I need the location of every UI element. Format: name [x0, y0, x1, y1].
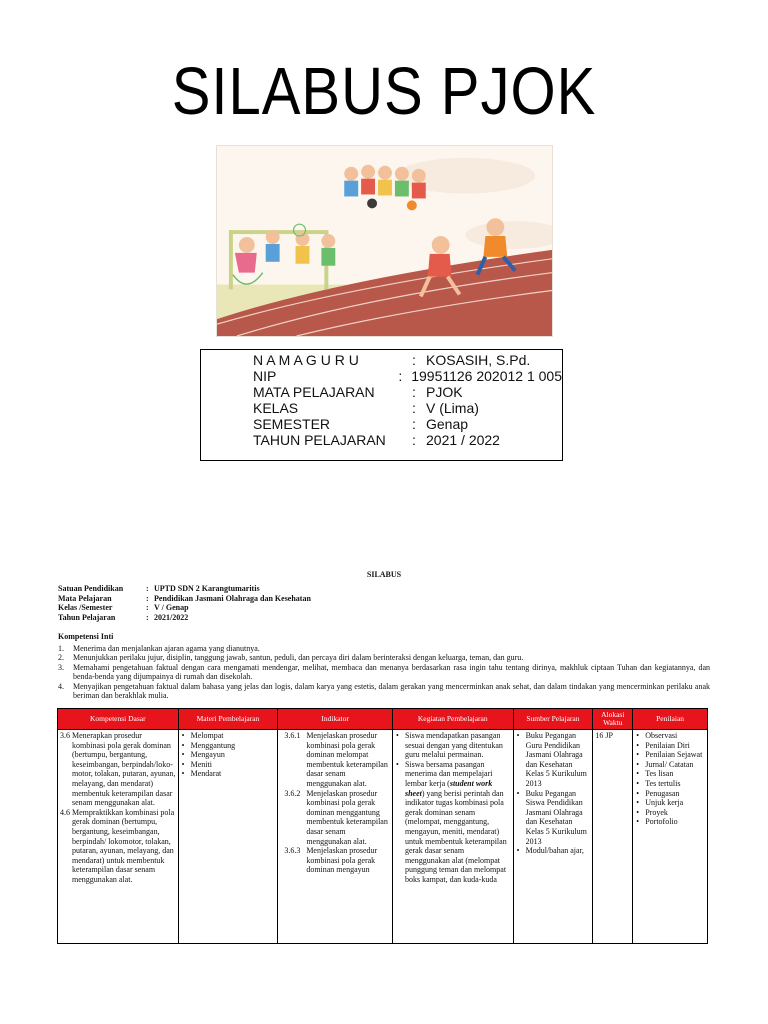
- info-colon: :: [398, 368, 403, 384]
- info-row-year: [253, 432, 562, 448]
- info-label: KELAS: [253, 400, 299, 416]
- info-value: PJOK: [426, 384, 463, 400]
- meta-label: Mata Pelajaran: [58, 593, 112, 603]
- list-item: • Jurnal/ Catatan: [635, 760, 705, 770]
- list-item: • Penugasan: [635, 789, 705, 799]
- syllabus-table: [57, 708, 708, 944]
- penilaian-cell: [633, 730, 707, 944]
- syllabus-meta: [58, 584, 311, 622]
- ki-number: 3.: [58, 662, 64, 672]
- list-item: • Penilaian Sejawat: [635, 750, 705, 760]
- ki-item: [58, 653, 710, 663]
- list-item: • Buku Pegangan Siswa Pendidikan Jasmani Olahraga dan Kesehatan Kelas 5 Kurikulum 2013: [516, 789, 591, 847]
- list-item: • Penilaian Diri: [635, 741, 705, 751]
- ki-number: 2.: [58, 653, 64, 662]
- info-colon: :: [412, 432, 416, 448]
- meta-label: Kelas /Semester: [58, 603, 113, 612]
- kd-text: Mempraktikkan kombinasi pola gerak dominan (bertumpu, bergantung, keseimbangan, berpindah/ lokomotor, tolakan, putaran, ayunan, melayang, dan mendarat) untuk membentuk keterampilan dasar senam menggunakan alat.: [72, 807, 175, 884]
- info-label: TAHUN PELAJARAN: [253, 432, 386, 448]
- info-label: NIP: [253, 368, 277, 384]
- meta-row: [58, 594, 311, 604]
- meta-label: Satuan Pendidikan: [58, 584, 124, 593]
- ki-number: 1.: [58, 643, 64, 653]
- list-item: • Meniti: [181, 760, 276, 770]
- table-row: [58, 730, 707, 944]
- info-value: 19951126 202012 1 005: [411, 368, 562, 384]
- page-title: SILABUS PJOK: [171, 54, 597, 129]
- list-item: • Menggantung: [181, 741, 276, 751]
- column-header: Materi Pembelajaran: [179, 709, 279, 729]
- meta-colon: :: [146, 603, 149, 612]
- kd-cell: [58, 730, 179, 944]
- meta-colon: :: [146, 584, 149, 593]
- meta-value: UPTD SDN 2 Karangtumaritis: [154, 584, 260, 593]
- column-header: Penilaian: [656, 714, 685, 723]
- info-row-class: [253, 400, 562, 416]
- indikator-text: Menjelaskan prosedur kombinasi pola gerak dominan menggantung membentuk keterampilan dasar senam menggunakan alat.: [306, 788, 388, 846]
- cover-illustration: [216, 145, 553, 337]
- list-item: • Modul/bahan ajar,: [516, 846, 591, 856]
- column-header: Kompetensi Dasar: [58, 709, 179, 729]
- core-competencies: [58, 632, 710, 701]
- info-value: 2021 / 2022: [426, 432, 500, 448]
- kegiatan-text: ) yang berisi perintah dan indikator tugas kombinasi pola gerak dominan senam (melompat, menggantung, mengayun, meniti, mendarat) untuk membentuk keterampilan gerak dasar senam menggunakan alat (melompat punggung teman dan melompat boks kampat, dan kuda-kuda: [404, 788, 507, 884]
- indikator-cell: [278, 730, 393, 944]
- list-item: • Tes tertulis: [635, 779, 705, 789]
- info-colon: :: [412, 384, 416, 400]
- ki-text: Menerima dan menjalankan ajaran agama yang dianutnya.: [73, 643, 260, 653]
- list-item: • Mendarat: [181, 769, 276, 779]
- list-item: • Unjuk kerja: [635, 798, 705, 808]
- list-item: • Observasi: [635, 731, 705, 741]
- list-item: • Melompat: [181, 731, 276, 741]
- indikator-text: Menjelaskan prosedur kombinasi pola gerak dominan mengayun: [306, 846, 378, 875]
- meta-row: [58, 613, 311, 623]
- column-header: Sumber Pelajaran: [514, 709, 594, 729]
- list-item: [395, 760, 511, 885]
- ki-heading: Kompetensi Inti: [58, 632, 114, 641]
- kd-item: [60, 731, 176, 808]
- ki-item: [58, 682, 710, 701]
- list-item: [395, 731, 511, 760]
- monkey-bar-post: [229, 230, 233, 289]
- info-row-subject: [253, 384, 562, 400]
- meta-row: [58, 584, 311, 594]
- ki-number: 4.: [58, 681, 64, 691]
- column-header: Alokasi Waktu: [593, 709, 633, 729]
- info-colon: :: [412, 352, 416, 368]
- info-label: MATA PELAJARAN: [253, 384, 375, 400]
- info-row-semester: [253, 416, 562, 432]
- info-value: Genap: [426, 416, 469, 432]
- kegiatan-emphasis: student work sheet: [404, 778, 493, 798]
- list-item: • Tes lisan: [635, 769, 705, 779]
- alokasi-cell: 16 JP: [593, 730, 633, 944]
- meta-colon: :: [146, 593, 149, 603]
- kd-number: 3.6: [60, 731, 70, 740]
- indikator-item: [280, 789, 390, 847]
- list-item: • Buku Pegangan Guru Pendidikan Jasmani Olahraga dan Kesehatan Kelas 5 Kurikulum 2013: [516, 731, 591, 789]
- syllabus-document: [0, 570, 768, 700]
- teacher-info-box: [200, 349, 563, 461]
- info-row-nip: [253, 368, 562, 384]
- indikator-item: [280, 846, 390, 875]
- kegiatan-cell: [393, 730, 514, 944]
- kd-item: [60, 808, 176, 885]
- kd-text: Menerapkan prosedur kombinasi pola gerak dominan (bertumpu, bergantung, keseimbangan, berpindah/loko-motor, tolakan, putaran, ayunan, melayang, dan mendarat) membentuk keterampilan dasar senam menggunakan alat.: [72, 731, 176, 808]
- indikator-number: 3.6.3: [284, 846, 301, 856]
- ki-item: [58, 663, 710, 682]
- indikator-item: [280, 731, 390, 789]
- list-item: • Mengayun: [181, 750, 276, 760]
- materi-cell: [179, 730, 279, 944]
- kegiatan-text: Siswa bersama pasangan menerima dan mempelajari lembar kerja (: [404, 759, 493, 788]
- info-value: KOSASIH, S.Pd.: [426, 352, 531, 368]
- indikator-number: 3.6.2: [284, 788, 301, 798]
- indikator-number: 3.6.1: [284, 731, 301, 740]
- ki-item: [58, 644, 710, 654]
- column-header: Indikator: [278, 709, 393, 729]
- kd-number: 4.6: [60, 807, 70, 817]
- list-item: • Proyek: [635, 808, 705, 818]
- info-label: SEMESTER: [253, 416, 331, 432]
- meta-row: [58, 603, 311, 613]
- column-header: Kegiatan Pembelajaran: [393, 709, 514, 729]
- meta-label: Tahun Pelajaran: [58, 612, 116, 622]
- meta-value: 2021/2022: [154, 612, 189, 622]
- syllabus-title: SILABUS: [366, 570, 402, 579]
- list-item: • Portofolio: [635, 817, 705, 827]
- info-colon: :: [412, 400, 416, 416]
- meta-value: Pendidikan Jasmani Olahraga dan Kesehatan: [154, 593, 311, 603]
- info-row-teacher: [253, 352, 562, 368]
- sumber-cell: [514, 730, 594, 944]
- meta-value: V / Genap: [154, 603, 189, 612]
- indikator-text: Menjelaskan prosedur kombinasi pola gerak dominan melompat membentuk keterampilan dasar senam menggunakan alat.: [306, 731, 388, 788]
- info-colon: :: [412, 416, 416, 432]
- ki-text: Menyajikan pengetahuan faktual dalam bahasa yang jelas dan logis, dalam karya yang estetis, dalam gerakan yang mencerminkan anak sehat, dan dalam tindakan yang mencerminkan perilaku anak beriman dan berakhlak mulia.: [73, 681, 710, 700]
- meta-colon: :: [146, 612, 149, 622]
- ki-text: Menunjukkan perilaku jujur, disiplin, tanggung jawab, santun, peduli, dan percaya diri dalam berinteraksi dengan keluarga, teman, dan guru.: [73, 653, 524, 662]
- table-header: [58, 709, 707, 730]
- kegiatan-text: Siswa mendapatkan pasangan sesuai dengan yang ditentukan guru melalui permainan.: [404, 731, 503, 760]
- info-value: V (Lima): [426, 400, 479, 416]
- ki-text: Memahami pengetahuan faktual dengan cara mengamati mendengar, melihat, membaca dan menanya berdasarkan rasa ingin tahu tentang dirinya, makhluk ciptaan Tuhan dan kegiatannya, dan benda-benda yang dijumpainya di rumah dan disekolah.: [73, 662, 710, 681]
- info-label: N A M A G U R U: [253, 352, 359, 368]
